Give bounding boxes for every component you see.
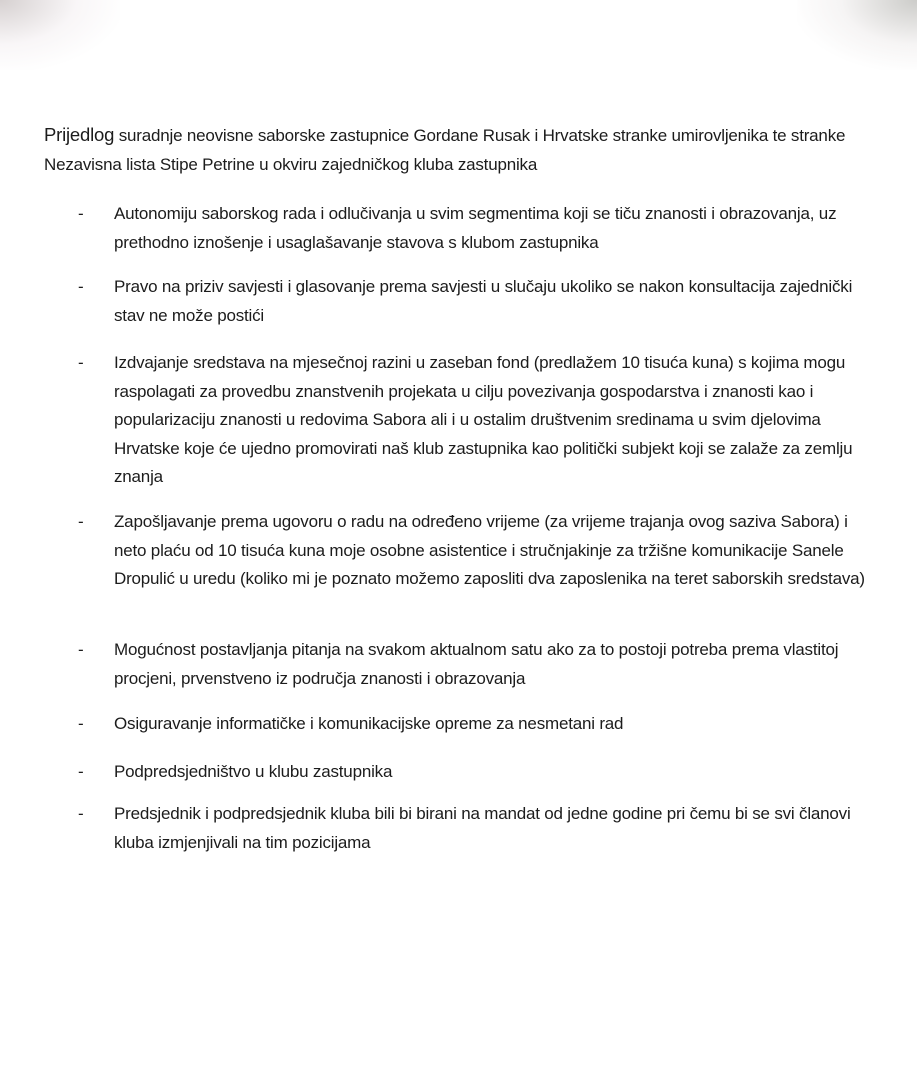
bullet-dash: -: [78, 714, 84, 733]
list-item: [78, 200, 878, 257]
document-title: [44, 120, 884, 179]
list-item-text: Osiguravanje informatičke i komunikacijske opreme za nesmetani rad: [114, 714, 624, 733]
title-lead: Prijedlog: [44, 124, 115, 145]
bullet-dash: -: [78, 640, 84, 659]
list-item-text: Izdvajanje sredstava na mjesečnoj razini u zaseban fond (predlažem 10 tisuća kuna) s kojima mogu raspolagati za provedbu znanstvenih projekata u cilju povezivanja gospodarstva i znanosti kao i popularizaciju znanosti u redovima Sabora ali i u ostalim društvenim sredinama u svim djelovima Hrvatske koje će ujedno promovirati naš klub zastupnika kao politički subjekt koji se zalaže za zemlju znanja: [114, 353, 853, 486]
list-item-text: Autonomiju saborskog rada i odlučivanja u svim segmentima koji se tiču znanosti i obrazovanja, uz prethodno iznošenje i usaglašavanje stavova s klubom zastupnika: [114, 204, 837, 252]
bullet-dash: -: [78, 277, 84, 296]
list-item: [78, 349, 878, 492]
list-item: [78, 710, 878, 739]
list-item: [78, 273, 878, 330]
list-item-text: Predsjednik i podpredsjednik kluba bili bi birani na mandat od jedne godine pri čemu bi se svi članovi kluba izmjenjivali na tim pozicijama: [114, 804, 851, 852]
list-item: [78, 508, 878, 594]
paper-shadow-right: [797, 0, 917, 70]
list-item: [78, 636, 878, 693]
bullet-dash: -: [78, 353, 84, 372]
list-item-text: Zapošljavanje prema ugovoru o radu na određeno vrijeme (za vrijeme trajanja ovog saziva Sabora) i neto plaću od 10 tisuća kuna moje osobne asistentice i stručnjakinje za tržišne komunikacije Sanele Dropulić u uredu (koliko mi je poznato možemo zaposliti dva zaposlenika na teret saborskih sredstava): [114, 512, 865, 588]
paper-shadow-left: [0, 0, 120, 70]
list-item-text: Podpredsjedništvo u klubu zastupnika: [114, 762, 393, 781]
list-item: [78, 758, 878, 787]
list-item: [78, 800, 878, 857]
bullet-dash: -: [78, 804, 84, 823]
list-item-text: Pravo na priziv savjesti i glasovanje prema savjesti u slučaju ukoliko se nakon konsultacija zajednički stav ne može postići: [114, 277, 853, 325]
bullet-dash: -: [78, 512, 84, 531]
title-rest: suradnje neovisne saborske zastupnice Gordane Rusak i Hrvatske stranke umirovljenika te stranke Nezavisna lista Stipe Petrine u okviru zajedničkog kluba zastupnika: [44, 126, 846, 174]
bullet-dash: -: [78, 762, 84, 781]
list-item-text: Mogućnost postavljanja pitanja na svakom aktualnom satu ako za to postoji potreba prema vlastitoj procjeni, prvenstveno iz područja znanosti i obrazovanja: [114, 640, 839, 688]
bullet-dash: -: [78, 204, 84, 223]
